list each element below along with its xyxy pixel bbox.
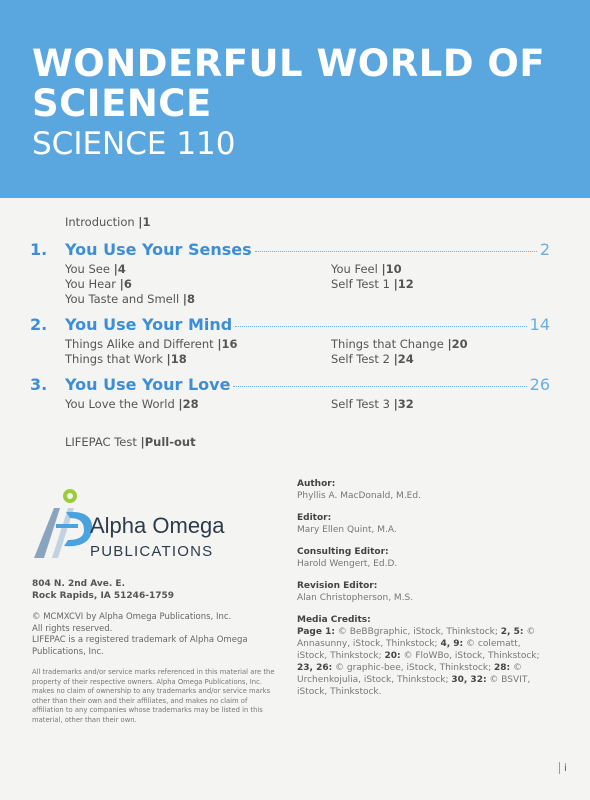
lesson-item: You Taste and Smell |8 <box>65 292 195 306</box>
lesson-item: Self Test 3 |32 <box>331 397 414 411</box>
publisher-subname: PUBLICATIONS <box>90 543 214 560</box>
unit-page: 14 <box>529 315 550 334</box>
page-subtitle: SCIENCE 110 <box>32 126 236 162</box>
unit-title: You Use Your Love <box>65 375 231 394</box>
page-number-divider <box>559 762 560 774</box>
media-credits-text: Page 1: © BeBBgraphic, iStock, Thinkstock; 2, 5: © Annasunny, iStock, Thinkstock; 4, 9: © colematt, iStock, Thinkstock; 20: © FloWBo, iStock, Thinkstock; 23, 26: © graphic-bee, iStock, Thinkstock; 28: © Urchenkojulia, iStock, Thinkstock; 30, 32: © BSVIT, iStock, Thinkstock. <box>297 627 540 697</box>
intro-label: Introduction <box>65 215 135 229</box>
leader-dots <box>255 251 537 252</box>
lesson-item: Things that Work |18 <box>65 352 187 366</box>
unit-number: 3. <box>30 375 48 394</box>
editor-label: Editor: <box>297 513 332 523</box>
consulting-editor-label: Consulting Editor: <box>297 547 389 557</box>
page-title: WONDERFUL WORLD OF SCIENCE <box>32 42 546 125</box>
editor-value: Mary Ellen Quint, M.A. <box>297 525 397 535</box>
title-banner <box>0 0 590 198</box>
consulting-editor-value: Harold Wengert, Ed.D. <box>297 559 398 569</box>
lesson-item: Self Test 2 |24 <box>331 352 414 366</box>
media-credits-label: Media Credits: <box>297 615 371 625</box>
unit-number: 2. <box>30 315 48 334</box>
unit-page: 26 <box>529 375 550 394</box>
author-value: Phyllis A. MacDonald, M.Ed. <box>297 491 421 501</box>
credits-block <box>297 478 547 698</box>
author-label: Author: <box>297 479 336 489</box>
unit-title: You Use Your Mind <box>65 315 233 334</box>
intro-page: |1 <box>138 215 151 229</box>
lifepac-page: |Pull-out <box>140 435 196 449</box>
lesson-item: Self Test 1 |12 <box>331 277 414 291</box>
page-number: i <box>559 762 567 774</box>
lesson-item: Things Alike and Different |16 <box>65 337 238 351</box>
publisher-address: 804 N. 2nd Ave. E. Rock Rapids, IA 51246-1759 <box>32 579 174 601</box>
toc-unit-1 <box>30 240 550 316</box>
lesson-item: You Feel |10 <box>331 262 402 276</box>
publisher-name: Alpha Omega <box>90 513 225 538</box>
copyright-notice: © MCMXCVI by Alpha Omega Publications, Inc. All rights reserved. LIFEPAC is a registered trademark of Alpha Omega Publications, Inc. <box>32 612 248 657</box>
leader-dots <box>233 386 526 387</box>
unit-title: You Use Your Senses <box>65 240 252 259</box>
lesson-item: You Hear |6 <box>65 277 132 291</box>
lesson-item: You See |4 <box>65 262 126 276</box>
revision-editor-label: Revision Editor: <box>297 581 378 591</box>
leader-dots <box>235 326 526 327</box>
trademark-notice: All trademarks and/or service marks referenced in this material are the property of their respective owners. Alpha Omega Publications, Inc. makes no claim of ownership to any trademarks and/or service marks other than their own and their affiliates, and makes no claim of affiliation to any companies whose trademarks may be listed in this material, other than their own. <box>32 668 275 724</box>
unit-number: 1. <box>30 240 48 259</box>
toc-lifepac-test <box>65 435 196 449</box>
lifepac-label: LIFEPAC Test <box>65 435 137 449</box>
lesson-item: You Love the World |28 <box>65 397 199 411</box>
lesson-item: Things that Change |20 <box>331 337 468 351</box>
toc-intro <box>65 215 151 229</box>
unit-page: 2 <box>539 240 550 259</box>
revision-editor-value: Alan Christopherson, M.S. <box>297 593 414 603</box>
